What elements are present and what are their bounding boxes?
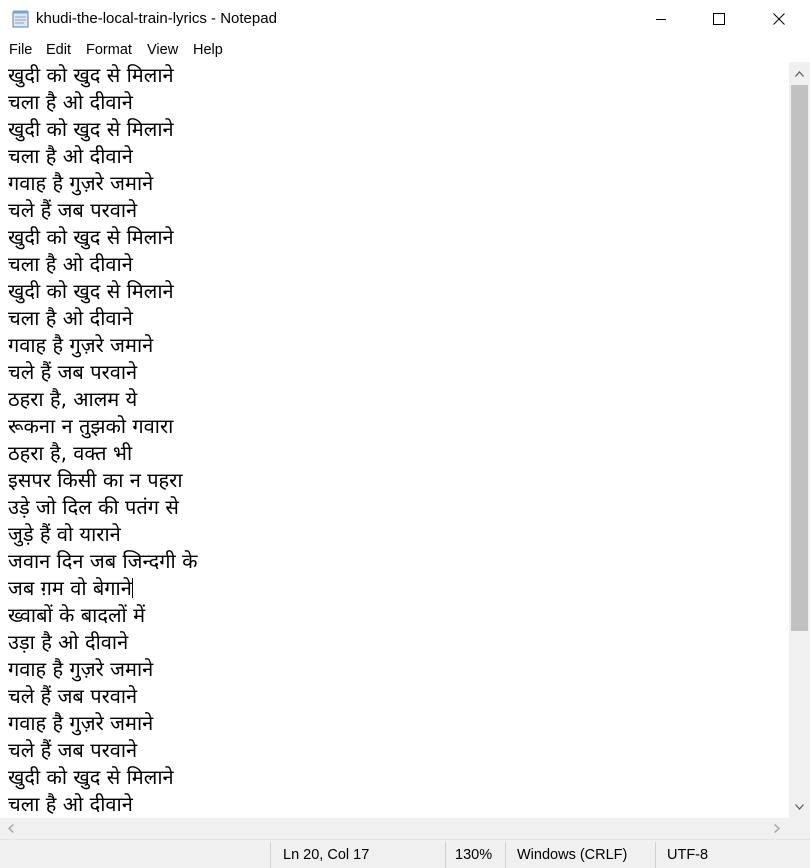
chevron-down-icon	[795, 804, 804, 810]
text-line: चला है ओ दीवाने	[8, 306, 133, 330]
text-line: चले हैं जब परवाने	[8, 198, 138, 222]
text-line: चले हैं जब परवाने	[8, 684, 138, 708]
menu-edit[interactable]: Edit	[46, 42, 71, 58]
text-line: उड़े जो दिल की पतंग से	[8, 495, 179, 519]
text-line: खुदी को खुद से मिलाने	[8, 225, 174, 249]
text-line: चला है ओ दीवाने	[8, 144, 133, 168]
text-line: खुदी को खुद से मिलाने	[8, 117, 174, 141]
chevron-right-icon	[774, 824, 780, 833]
text-line: खुदी को खुद से मिलाने	[8, 63, 174, 87]
text-line: चला है ओ दीवाने	[8, 792, 133, 816]
text-line: ठहरा है, आलम ये	[8, 387, 138, 411]
title-bar	[0, 0, 810, 38]
status-line-ending: Windows (CRLF)	[517, 847, 628, 863]
text-line: खुदी को खुद से मिलाने	[8, 765, 174, 789]
text-line: ख्वाबों के बादलों में	[8, 603, 146, 627]
vertical-scrollbar[interactable]	[789, 62, 810, 818]
menu-bar	[0, 38, 810, 62]
text-caret	[132, 578, 133, 598]
text-line: चले हैं जब परवाने	[8, 738, 138, 762]
scroll-right-button[interactable]	[768, 820, 785, 837]
status-position: Ln 20, Col 17	[283, 847, 370, 863]
menu-help[interactable]: Help	[193, 42, 223, 58]
text-line: गवाह है गुज़रे जमाने	[8, 333, 154, 357]
status-encoding: UTF-8	[667, 847, 709, 863]
notepad-icon	[12, 10, 31, 28]
close-icon	[773, 13, 785, 25]
scroll-left-button[interactable]	[2, 820, 19, 837]
maximize-button[interactable]	[696, 0, 742, 38]
text-line: गवाह है गुज़रे जमाने	[8, 711, 154, 735]
status-separator	[655, 842, 656, 868]
text-line: चले हैं जब परवाने	[8, 360, 138, 384]
text-line: जवान दिन जब जिन्दगी के	[8, 549, 198, 573]
menu-file[interactable]: File	[9, 42, 33, 58]
text-line: गवाह है गुज़रे जमाने	[8, 171, 154, 195]
status-zoom: 130%	[455, 847, 493, 863]
menu-format[interactable]: Format	[86, 42, 132, 58]
text-line: गवाह है गुज़रे जमाने	[8, 657, 154, 681]
text-line: ठहरा है, वक्त भी	[8, 441, 133, 465]
status-bar	[0, 839, 810, 868]
maximize-icon	[713, 13, 725, 25]
status-separator	[445, 842, 446, 868]
chevron-left-icon	[8, 824, 14, 833]
scroll-up-button[interactable]	[789, 65, 810, 82]
status-separator	[505, 842, 506, 868]
editor-lines	[8, 62, 197, 818]
close-button[interactable]	[756, 0, 802, 38]
horizontal-scrollbar[interactable]	[0, 818, 789, 839]
text-line: जुड़े हैं वो याराने	[8, 522, 121, 546]
text-line: इसपर किसी का न पहरा	[8, 468, 183, 492]
text-editor[interactable]	[0, 62, 789, 818]
window-title: khudi-the-local-train-lyrics - Notepad	[36, 10, 277, 27]
minimize-icon	[655, 13, 667, 25]
text-line: खुदी को खुद से मिलाने	[8, 279, 174, 303]
scrollbar-corner	[789, 818, 810, 839]
text-line: उड़ा है ओ दीवाने	[8, 630, 129, 654]
chevron-up-icon	[795, 71, 804, 77]
minimize-button[interactable]	[638, 0, 684, 38]
text-line: जब ग़म वो बेगाने	[8, 576, 132, 600]
text-line: रूकना न तुझको गवारा	[8, 414, 174, 438]
text-line: चला है ओ दीवाने	[8, 90, 133, 114]
vertical-scroll-thumb[interactable]	[791, 85, 808, 631]
scroll-down-button[interactable]	[789, 798, 810, 815]
text-line: चला है ओ दीवाने	[8, 252, 133, 276]
menu-view[interactable]: View	[147, 42, 179, 58]
status-separator	[270, 842, 271, 868]
